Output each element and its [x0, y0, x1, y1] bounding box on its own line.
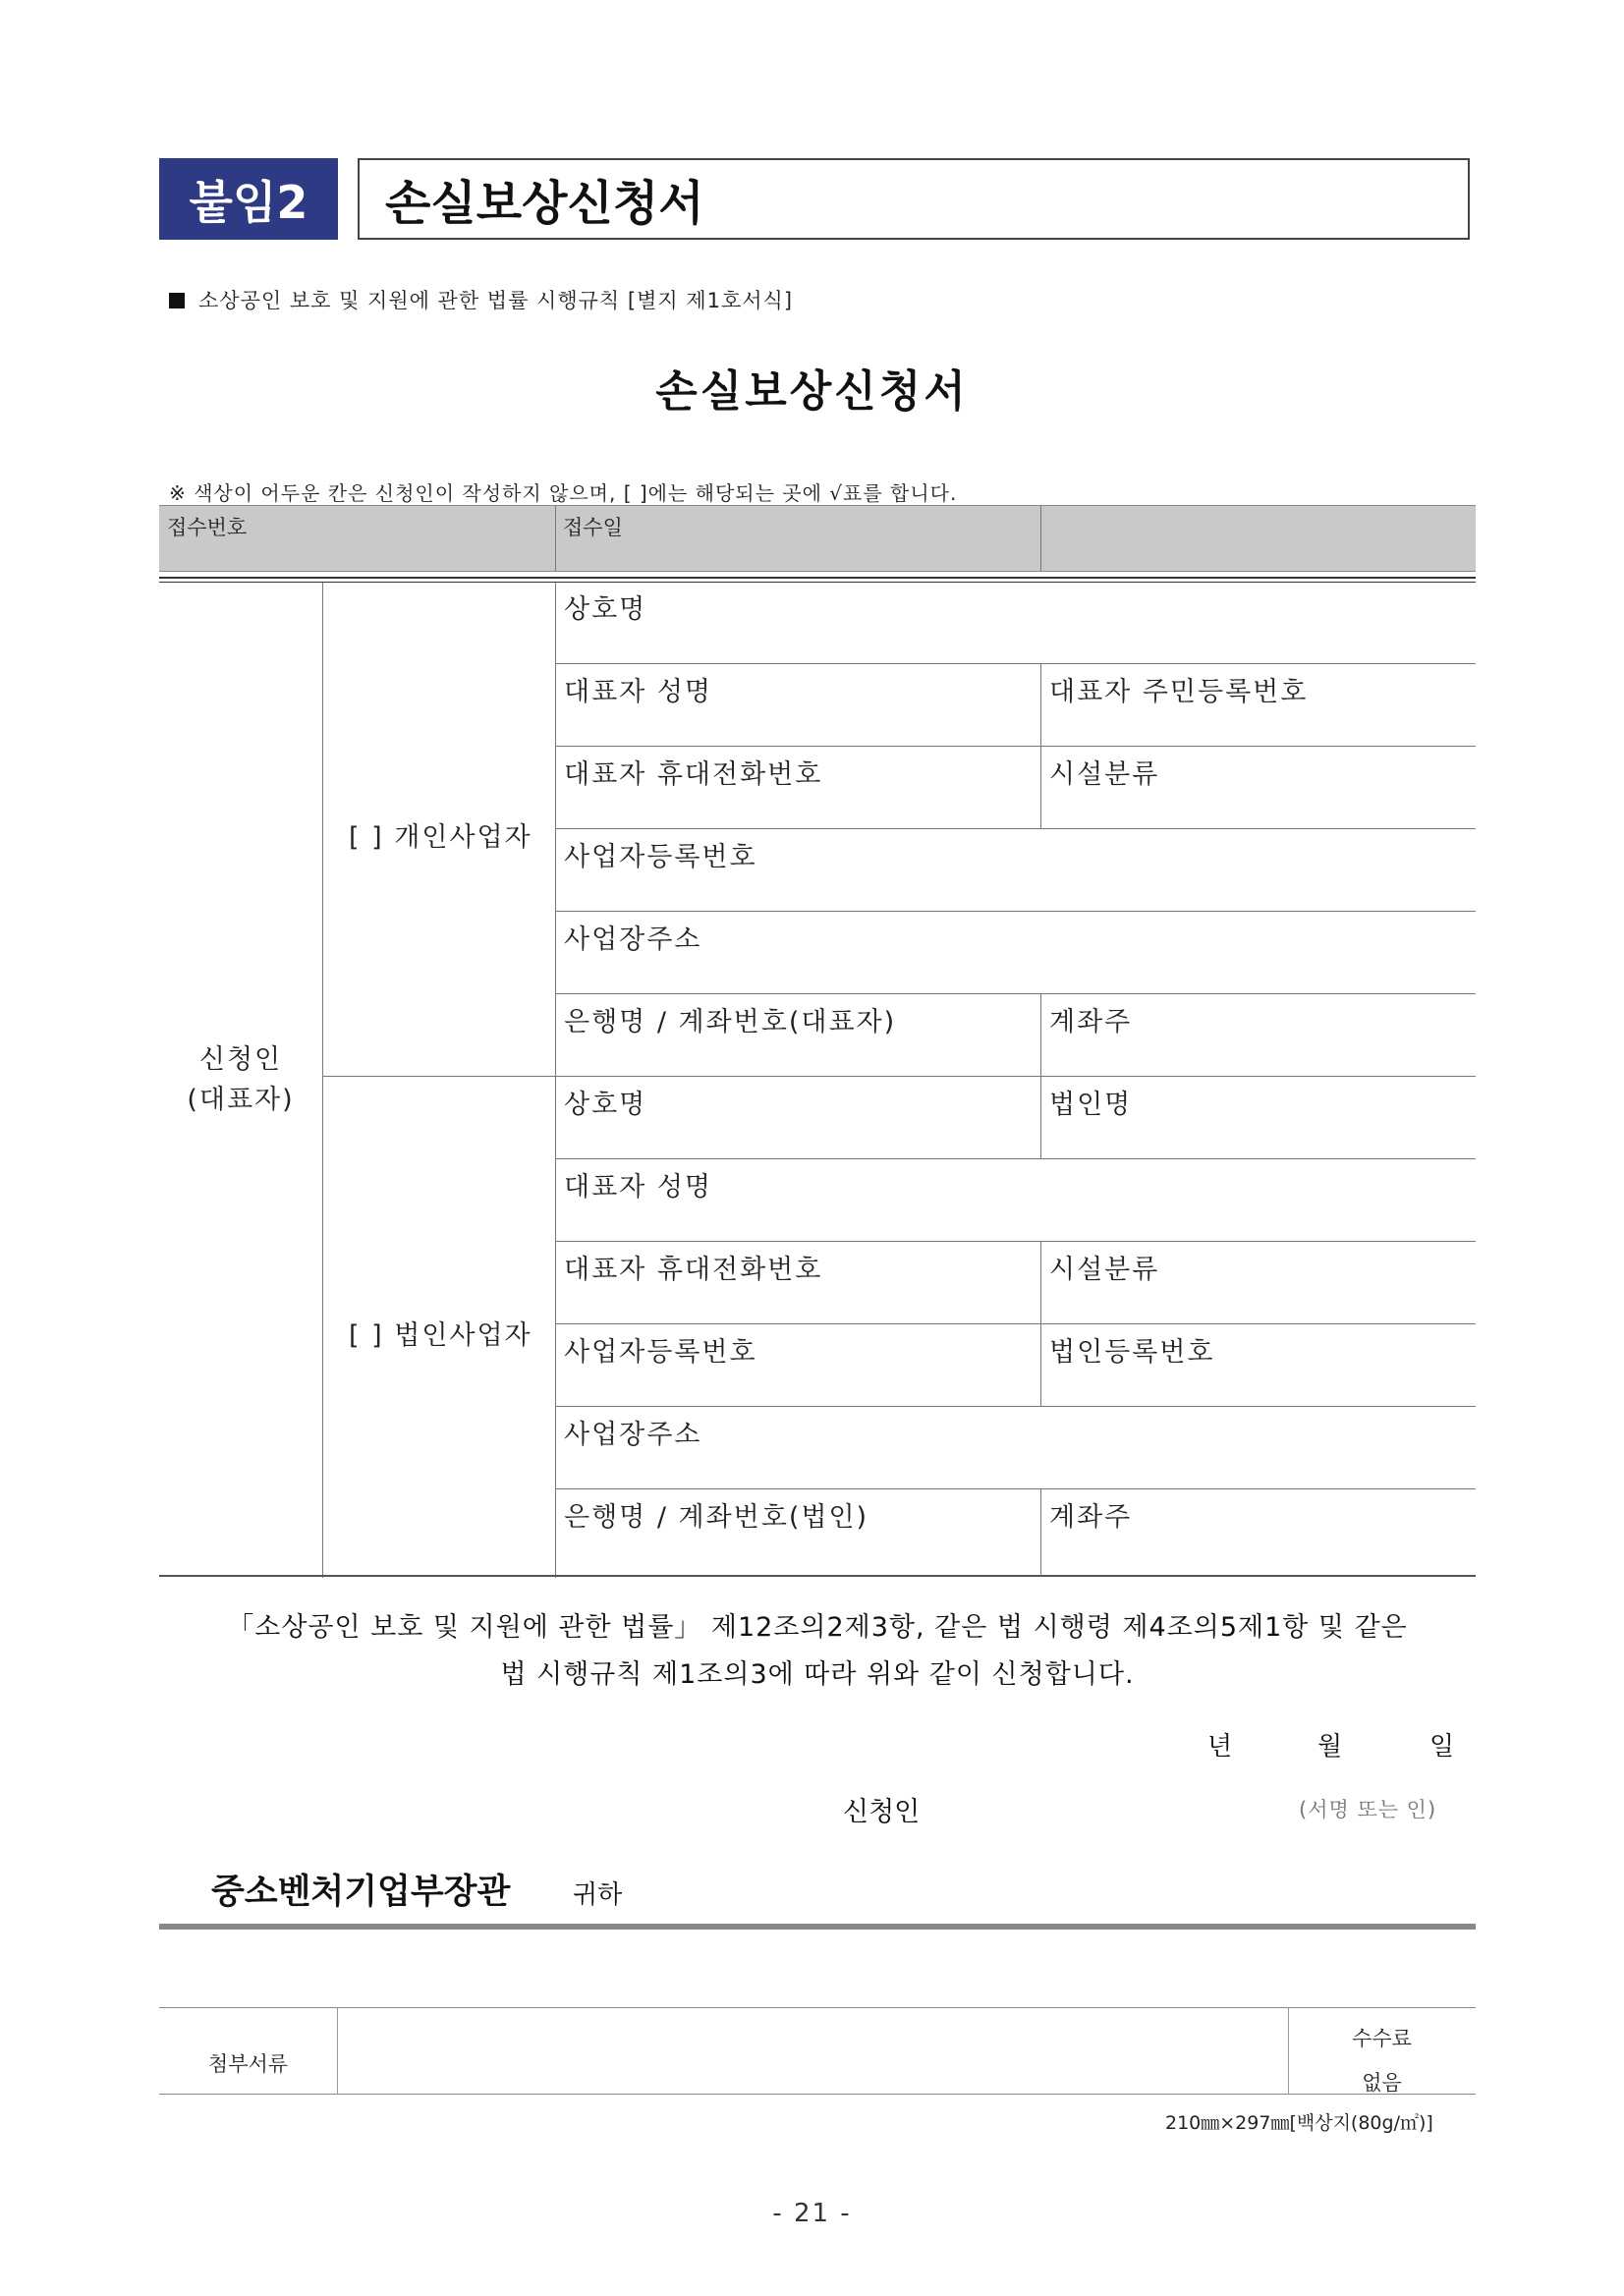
table-bottom-rule	[159, 1575, 1476, 1577]
table-top-rule	[159, 582, 1476, 583]
individual-business-checkbox[interactable]: [ ] 개인사업자	[349, 822, 532, 853]
receipt-number-label: 접수번호	[167, 516, 248, 539]
legal-basis	[169, 285, 793, 314]
individual-bank-account-field[interactable]: 은행명 / 계좌번호(대표자)	[564, 1007, 897, 1037]
attachments-divider	[337, 2007, 338, 2095]
fee-label: 수수료	[1352, 2027, 1412, 2050]
row-line	[555, 993, 1476, 994]
corporate-facility-category-field[interactable]: 시설분류	[1049, 1255, 1160, 1285]
receipt-date-cell	[555, 505, 1040, 572]
row-line	[555, 828, 1476, 829]
row-line	[555, 1158, 1476, 1159]
corporate-business-name-field[interactable]: 상호명	[564, 1090, 647, 1120]
date-month-field[interactable]: 월	[1317, 1732, 1343, 1762]
paper-size-note: 210㎜×297㎜[백상지(80g/㎡)]	[1165, 2112, 1433, 2134]
attachments-bottom-rule	[159, 2094, 1476, 2095]
applicant-label-line2: (대표자)	[187, 1085, 295, 1115]
corporate-business-checkbox[interactable]: [ ] 법인사업자	[349, 1320, 532, 1351]
receipt-divider	[1040, 505, 1041, 572]
table-top-rule	[159, 577, 1476, 579]
row-line	[555, 1241, 1476, 1242]
corporate-bank-account-field[interactable]: 은행명 / 계좌번호(법인)	[564, 1502, 869, 1533]
receipt-divider	[555, 505, 556, 572]
applicant-label	[159, 1039, 322, 1120]
individual-facility-category-field[interactable]: 시설분류	[1049, 759, 1160, 790]
cell-split	[1040, 993, 1041, 1158]
row-line	[555, 1488, 1476, 1489]
attachments-label: 첨부서류	[207, 2052, 289, 2076]
applicant-sign-label: 신청인	[843, 1797, 921, 1827]
individual-rep-mobile-field[interactable]: 대표자 휴대전화번호	[564, 759, 823, 790]
individual-business-address-field[interactable]: 사업장주소	[564, 924, 702, 955]
receipt-extra-cell	[1040, 505, 1476, 572]
individual-business-reg-number-field[interactable]: 사업자등록번호	[564, 842, 757, 872]
column-divider	[322, 583, 323, 1578]
addressee-rule	[159, 1924, 1476, 1930]
declaration-text	[159, 1604, 1476, 1699]
page-number: - 21 -	[772, 2199, 852, 2228]
date-year-field[interactable]: 년	[1207, 1732, 1233, 1762]
corporate-rep-name-field[interactable]: 대표자 성명	[564, 1172, 712, 1203]
column-divider	[555, 583, 556, 1578]
instruction-note: ※ 색상이 어두운 칸은 신청인이 작성하지 않으며, [ ]에는 해당되는 곳에 √표를 합니다.	[169, 481, 958, 505]
addressee-name: 중소벤처기업부장관	[211, 1873, 511, 1912]
corporate-rep-mobile-field[interactable]: 대표자 휴대전화번호	[564, 1255, 823, 1285]
corporate-name-field[interactable]: 법인명	[1049, 1090, 1133, 1120]
row-line	[555, 911, 1476, 912]
signature-field[interactable]: (서명 또는 인)	[1299, 1798, 1437, 1821]
addressee-suffix: 귀하	[573, 1880, 623, 1910]
cell-split	[1040, 1241, 1041, 1406]
corporate-business-reg-number-field[interactable]: 사업자등록번호	[564, 1337, 757, 1368]
legal-basis-text: 소상공인 보호 및 지원에 관한 법률 시행규칙 [별지 제1호서식]	[198, 289, 794, 312]
receipt-number-cell	[159, 505, 555, 572]
fee-value: 없음	[1362, 2071, 1402, 2095]
section-line	[322, 1076, 1476, 1077]
corporate-account-holder-field[interactable]: 계좌주	[1049, 1502, 1133, 1533]
individual-account-holder-field[interactable]: 계좌주	[1049, 1007, 1133, 1037]
cell-split	[1040, 663, 1041, 828]
receipt-date-label: 접수일	[563, 516, 623, 539]
row-line	[555, 1406, 1476, 1407]
declaration-line1: 「소상공인 보호 및 지원에 관한 법률」 제12조의2제3항, 같은 법 시행령 제4조의5제1항 및 같은	[227, 1612, 1408, 1643]
cell-split	[1040, 1488, 1041, 1576]
corporate-reg-number-field[interactable]: 법인등록번호	[1049, 1337, 1215, 1368]
corporate-business-address-field[interactable]: 사업장주소	[564, 1420, 702, 1450]
row-line	[555, 1323, 1476, 1324]
form-title: 손실보상신청서	[655, 366, 969, 417]
header-title: 손실보상신청서	[385, 176, 704, 231]
applicant-label-line1: 신청인	[198, 1044, 283, 1075]
individual-business-name-field[interactable]: 상호명	[564, 594, 647, 625]
date-day-field[interactable]: 일	[1429, 1732, 1455, 1762]
attachments-top-rule	[159, 2007, 1476, 2008]
appendix-badge: 붙임2	[159, 158, 338, 240]
row-line	[555, 746, 1476, 747]
square-bullet-icon	[169, 293, 185, 308]
individual-rep-resident-number-field[interactable]: 대표자 주민등록번호	[1049, 677, 1309, 707]
header-title-box	[358, 158, 1470, 240]
declaration-line2: 법 시행규칙 제1조의3에 따라 위와 같이 신청합니다.	[500, 1659, 1135, 1690]
individual-rep-name-field[interactable]: 대표자 성명	[564, 677, 712, 707]
row-line	[555, 663, 1476, 664]
